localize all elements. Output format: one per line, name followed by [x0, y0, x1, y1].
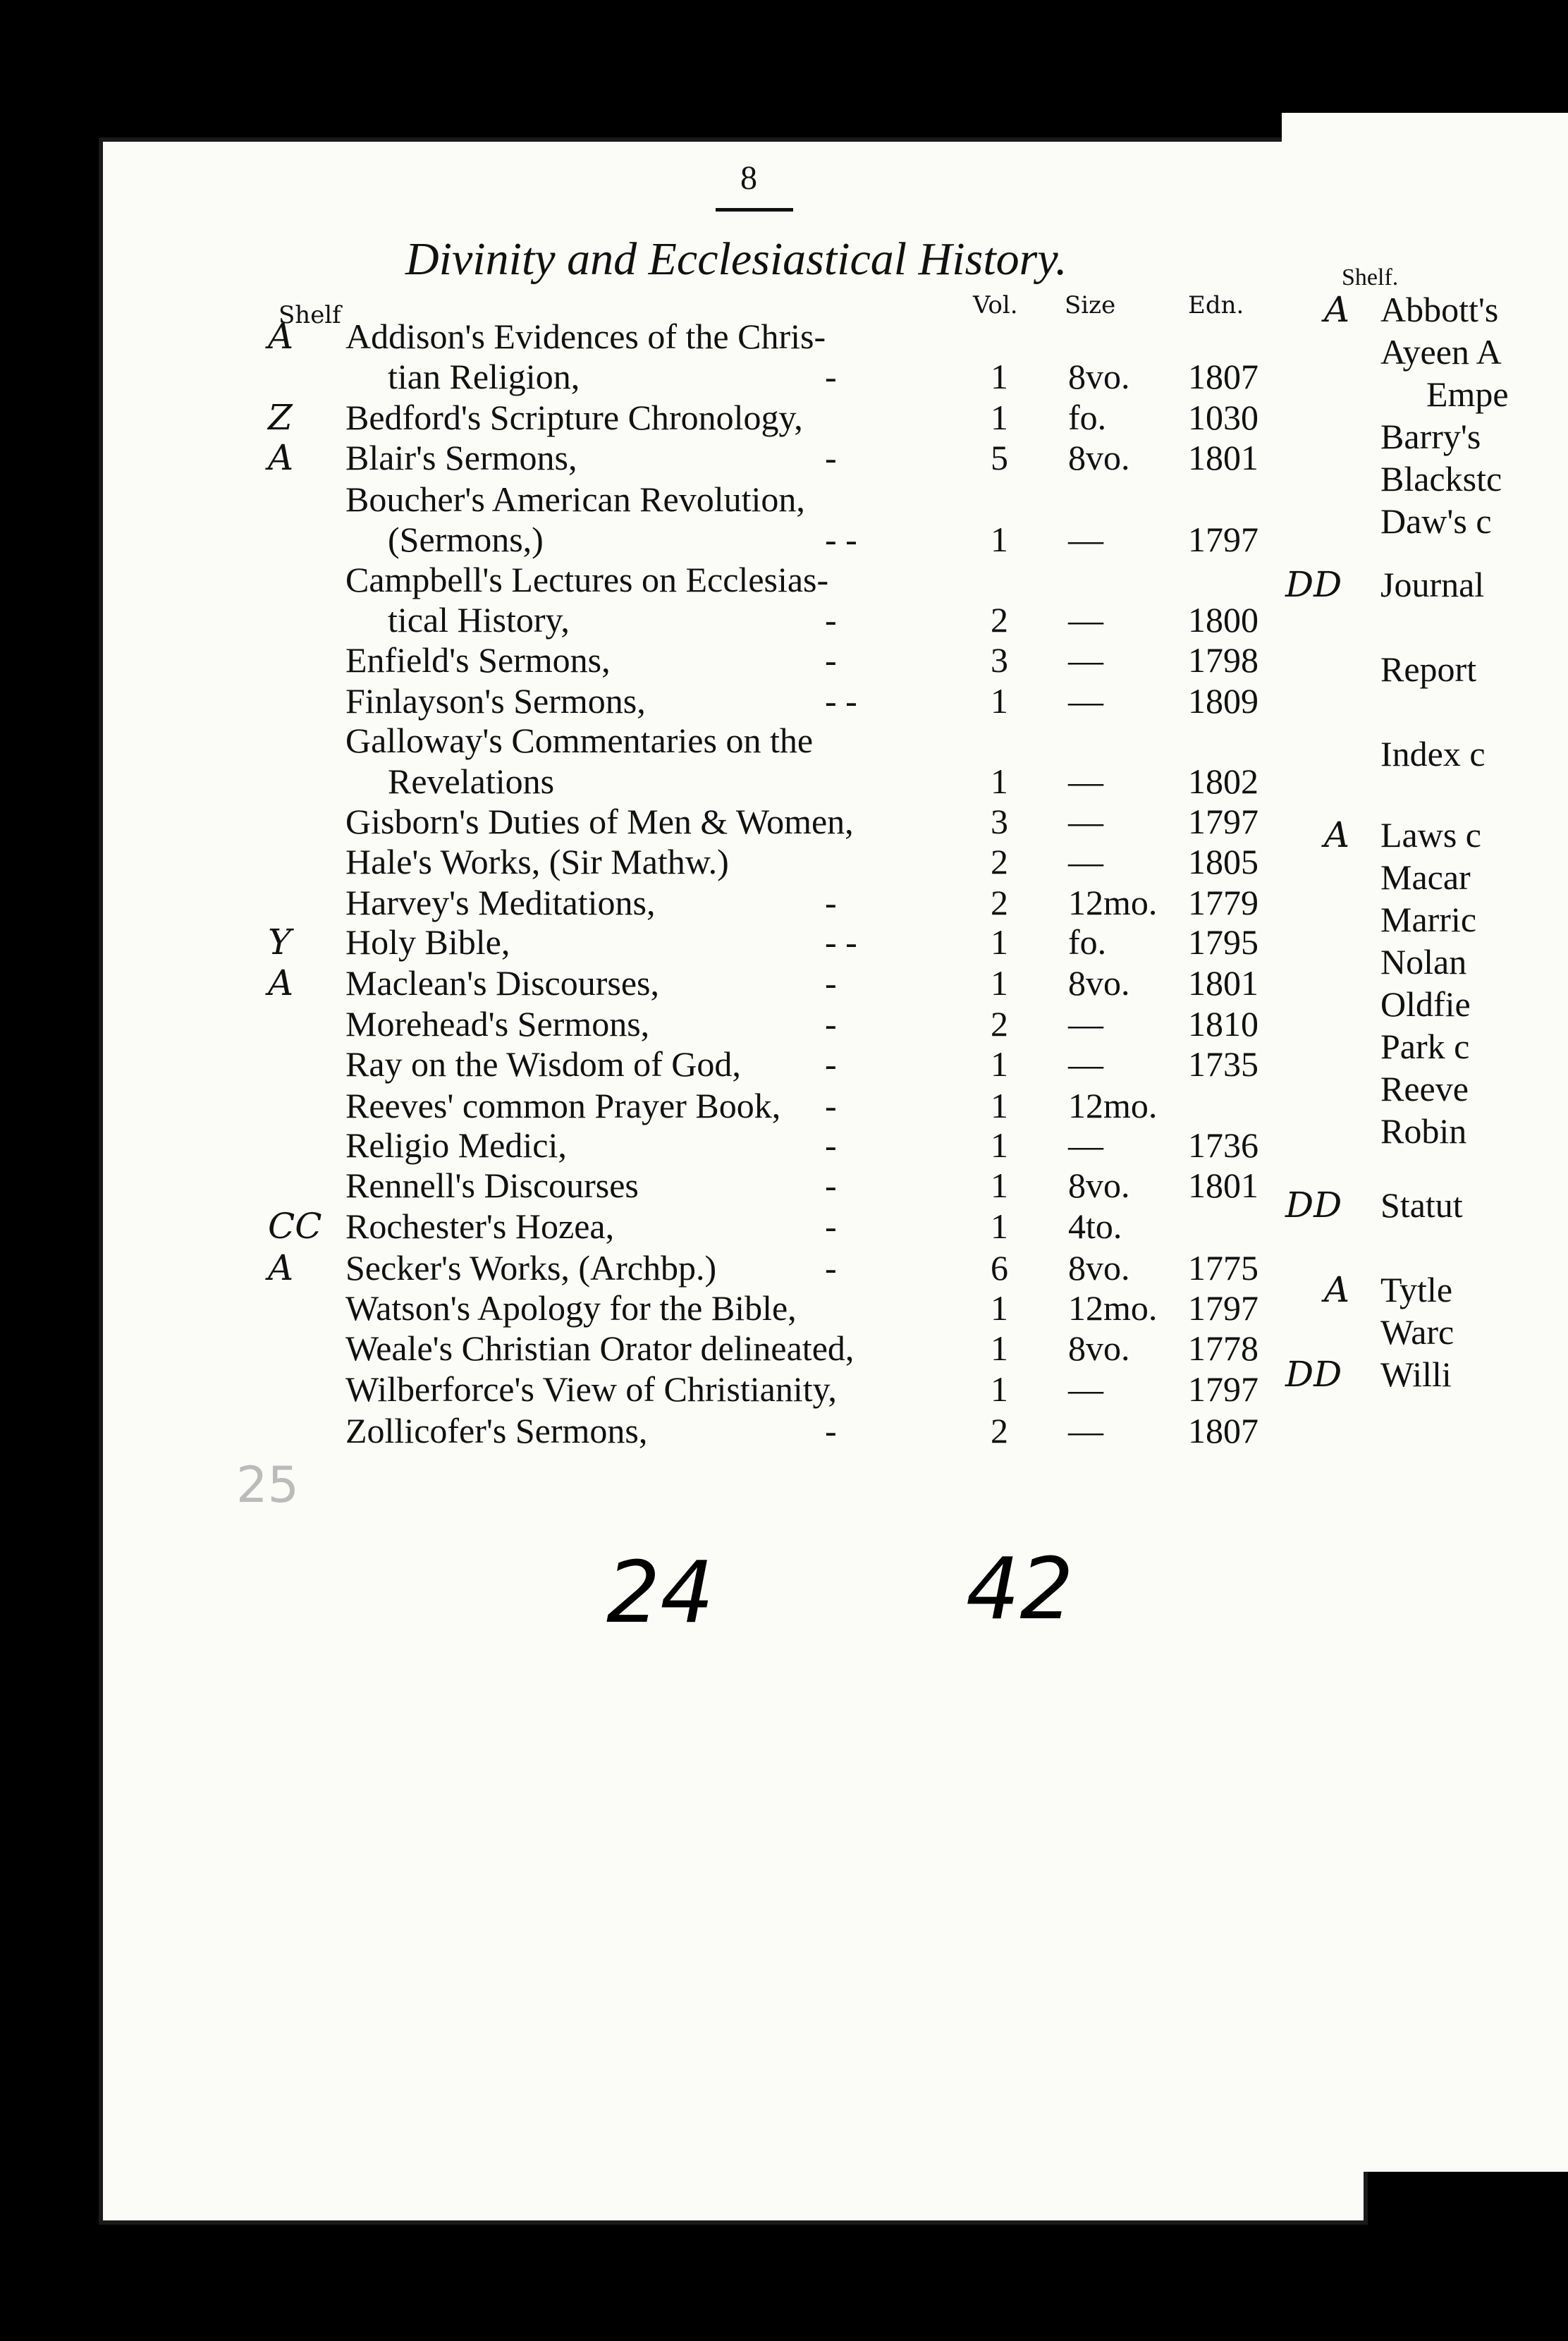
entry-title: Harvey's Meditations, — [345, 883, 656, 922]
right-shelf-mark: DD — [1285, 1354, 1342, 1395]
entry-size: fo. — [1068, 922, 1107, 962]
entry-dash: - — [825, 1206, 837, 1246]
entry-edn: 1807 — [1188, 1411, 1258, 1450]
entry-dash: - — [825, 1411, 837, 1450]
entry-edn: 1797 — [1188, 1288, 1258, 1328]
entry-dash: - — [825, 1166, 837, 1205]
entry-title: Watson's Apology for the Bible, — [345, 1288, 797, 1328]
entry-vol: 1 — [991, 1206, 1008, 1246]
entry-size: fo. — [1068, 398, 1107, 437]
entry-title: tian Religion, — [388, 357, 580, 396]
entry-edn: 1802 — [1188, 762, 1258, 801]
entry-size: — — [1068, 762, 1103, 801]
page-number: 8 — [740, 159, 757, 197]
entry-vol: 2 — [991, 600, 1008, 640]
right-entry-title: Macar — [1380, 857, 1471, 897]
right-entry-title: Index c — [1380, 734, 1486, 774]
entry-size: — — [1068, 1004, 1103, 1044]
right-entry-title: Statut — [1380, 1185, 1463, 1225]
entry-edn: 1779 — [1188, 883, 1258, 922]
ornament-rule — [716, 208, 793, 212]
entry-size: 8vo. — [1068, 1166, 1130, 1205]
right-shelf-mark: A — [1324, 1269, 1350, 1310]
shelf-mark: CC — [268, 1206, 322, 1247]
entry-size: — — [1068, 842, 1103, 881]
entry-title: Gisborn's Duties of Men & Women, — [345, 802, 854, 841]
header-shelf: Shelf — [278, 301, 341, 329]
entry-title: Weale's Christian Orator delineated, — [345, 1328, 855, 1368]
entry-title: Addison's Evidences of the Chris- — [345, 317, 826, 356]
entry-dash: - - — [825, 922, 857, 962]
right-entry-title: Willi — [1380, 1355, 1452, 1394]
entry-vol: 2 — [991, 842, 1008, 881]
handwritten-number-right: 42 — [966, 1541, 1074, 1639]
right-entry-title: Oldfie — [1380, 984, 1471, 1024]
right-entry-title: Ayeen A — [1380, 332, 1502, 372]
entry-title: Ray on the Wisdom of God, — [345, 1044, 741, 1084]
entry-size: 8vo. — [1068, 963, 1130, 1003]
entry-title: Morehead's Sermons, — [345, 1004, 650, 1044]
entry-title: Revelations — [388, 762, 555, 801]
entry-vol: 1 — [991, 398, 1008, 437]
right-shelf-mark: A — [1324, 289, 1350, 330]
shelf-mark: Z — [268, 397, 293, 438]
right-shelf-mark: A — [1324, 814, 1350, 855]
entry-size: 12mo. — [1068, 1288, 1158, 1328]
entry-edn: 1797 — [1188, 1369, 1258, 1409]
right-entry-title: Journal — [1380, 565, 1485, 604]
entry-title: Galloway's Commentaries on the — [345, 721, 814, 760]
entry-edn: 1800 — [1188, 600, 1258, 640]
entry-edn: 1797 — [1188, 802, 1258, 841]
entry-title: Finlayson's Sermons, — [345, 681, 646, 721]
entry-size: 12mo. — [1068, 1086, 1158, 1125]
entry-title: Campbell's Lectures on Ecclesias- — [345, 560, 829, 599]
entry-edn: 1798 — [1188, 640, 1258, 680]
header-vol: Vol. — [973, 291, 1018, 319]
entry-dash: - — [825, 640, 837, 680]
entry-vol: 1 — [991, 1086, 1008, 1125]
shelf-mark: A — [268, 962, 294, 1003]
left-page — [99, 137, 1368, 2225]
entry-dash: - — [825, 438, 837, 477]
right-shelf-mark: DD — [1285, 564, 1342, 605]
right-entry-title: Park c — [1380, 1027, 1470, 1066]
entry-title: Hale's Works, (Sir Mathw.) — [345, 842, 729, 881]
right-entry-title: Tytle — [1380, 1270, 1453, 1309]
entry-dash: - — [825, 1086, 837, 1125]
entry-vol: 1 — [991, 762, 1008, 801]
entry-title: Rochester's Hozea, — [345, 1206, 615, 1246]
entry-title: (Sermons,) — [388, 520, 544, 559]
entry-size: — — [1068, 1125, 1103, 1165]
right-entry-title: Empe — [1426, 374, 1509, 414]
entry-title: Wilberforce's View of Christianity, — [345, 1369, 837, 1409]
entry-title: tical History, — [388, 600, 570, 640]
right-entry-title: Abbott's — [1380, 290, 1499, 329]
right-shelf-header: Shelf. — [1342, 264, 1399, 291]
entry-size: 8vo. — [1068, 438, 1130, 477]
entry-vol: 2 — [991, 1004, 1008, 1044]
entry-dash: - - — [825, 681, 857, 721]
entry-edn: 1810 — [1188, 1004, 1258, 1044]
right-entry-title: Nolan — [1380, 942, 1467, 982]
entry-title: Enfield's Sermons, — [345, 640, 611, 680]
entry-edn: 1735 — [1188, 1044, 1258, 1084]
entry-title: Zollicofer's Sermons, — [345, 1411, 648, 1450]
entry-vol: 1 — [991, 681, 1008, 721]
entry-vol: 1 — [991, 1328, 1008, 1368]
pencil-note: 25 — [236, 1456, 300, 1514]
entry-vol: 1 — [991, 1288, 1008, 1328]
entry-vol: 1 — [991, 1044, 1008, 1084]
entry-dash: - — [825, 963, 837, 1003]
entry-size: 8vo. — [1068, 357, 1130, 396]
right-entry-title: Laws c — [1380, 815, 1481, 855]
entry-edn: 1778 — [1188, 1328, 1258, 1368]
entry-dash: - - — [825, 520, 857, 559]
right-entry-title: Reeve — [1380, 1069, 1469, 1108]
entry-size: — — [1068, 640, 1103, 680]
entry-vol: 1 — [991, 357, 1008, 396]
entry-dash: - — [825, 1004, 837, 1044]
entry-title: Boucher's American Revolution, — [345, 479, 805, 519]
entry-dash: - — [825, 357, 837, 396]
entry-vol: 1 — [991, 963, 1008, 1003]
entry-vol: 2 — [991, 1411, 1008, 1450]
handwritten-number-left: 24 — [606, 1544, 714, 1642]
entry-size: — — [1068, 600, 1103, 640]
right-page — [1282, 113, 1568, 2172]
entry-edn: 1809 — [1188, 681, 1258, 721]
entry-size: — — [1068, 802, 1103, 841]
right-entry-title: Barry's — [1380, 417, 1481, 456]
right-entry-title: Daw's c — [1380, 501, 1492, 541]
entry-vol: 1 — [991, 520, 1008, 559]
entry-size: 12mo. — [1068, 883, 1158, 922]
right-entry-title: Marric — [1380, 900, 1477, 939]
entry-edn: 1775 — [1188, 1248, 1258, 1288]
entry-title: Maclean's Discourses, — [345, 963, 659, 1003]
entry-title: Rennell's Discourses — [345, 1166, 639, 1205]
right-entry-title: Robin — [1380, 1111, 1467, 1151]
right-entry-title: Warc — [1380, 1312, 1454, 1352]
entry-edn: 1801 — [1188, 963, 1258, 1003]
entry-size: 4to. — [1068, 1206, 1122, 1246]
header-edn: Edn. — [1188, 291, 1244, 319]
entry-title: Holy Bible, — [345, 922, 510, 962]
shelf-mark: A — [268, 1247, 294, 1288]
entry-size: — — [1068, 520, 1103, 559]
entry-edn: 1801 — [1188, 1166, 1258, 1205]
entry-vol: 6 — [991, 1248, 1008, 1288]
entry-vol: 1 — [991, 1125, 1008, 1165]
entry-edn: 1030 — [1188, 398, 1258, 437]
entry-edn: 1736 — [1188, 1125, 1258, 1165]
header-size: Size — [1065, 291, 1116, 319]
entry-vol: 3 — [991, 640, 1008, 680]
shelf-mark: A — [268, 316, 294, 357]
entry-size: — — [1068, 1044, 1103, 1084]
entry-size: 8vo. — [1068, 1248, 1130, 1288]
entry-vol: 1 — [991, 1369, 1008, 1409]
entry-title: Blair's Sermons, — [345, 438, 577, 477]
entry-vol: 3 — [991, 802, 1008, 841]
entry-size: — — [1068, 681, 1103, 721]
shelf-mark: Y — [268, 922, 292, 962]
entry-vol: 1 — [991, 1166, 1008, 1205]
entry-size: 8vo. — [1068, 1328, 1130, 1368]
entry-title: Religio Medici, — [345, 1125, 567, 1165]
page-title: Divinity and Ecclesiastical History. — [405, 233, 1067, 285]
entry-dash: - — [825, 1248, 837, 1288]
entry-dash: - — [825, 883, 837, 922]
entry-edn: 1807 — [1188, 357, 1258, 396]
entry-dash: - — [825, 1125, 837, 1165]
entry-edn: 1801 — [1188, 438, 1258, 477]
entry-vol: 5 — [991, 438, 1008, 477]
right-shelf-mark: DD — [1285, 1185, 1342, 1225]
entry-size: — — [1068, 1411, 1103, 1450]
right-entry-title: Blackstc — [1380, 459, 1502, 499]
entry-vol: 2 — [991, 883, 1008, 922]
entry-title: Reeves' common Prayer Book, — [345, 1086, 781, 1125]
entry-edn: 1805 — [1188, 842, 1258, 881]
entry-size: — — [1068, 1369, 1103, 1409]
entry-vol: 1 — [991, 922, 1008, 962]
entry-dash: - — [825, 1044, 837, 1084]
entry-edn: 1795 — [1188, 922, 1258, 962]
entry-title: Secker's Works, (Archbp.) — [345, 1248, 717, 1288]
entry-title: Bedford's Scripture Chronology, — [345, 398, 803, 437]
right-entry-title: Report — [1380, 649, 1477, 689]
entry-dash: - — [825, 600, 837, 640]
shelf-mark: A — [268, 437, 294, 478]
entry-edn: 1797 — [1188, 520, 1258, 559]
